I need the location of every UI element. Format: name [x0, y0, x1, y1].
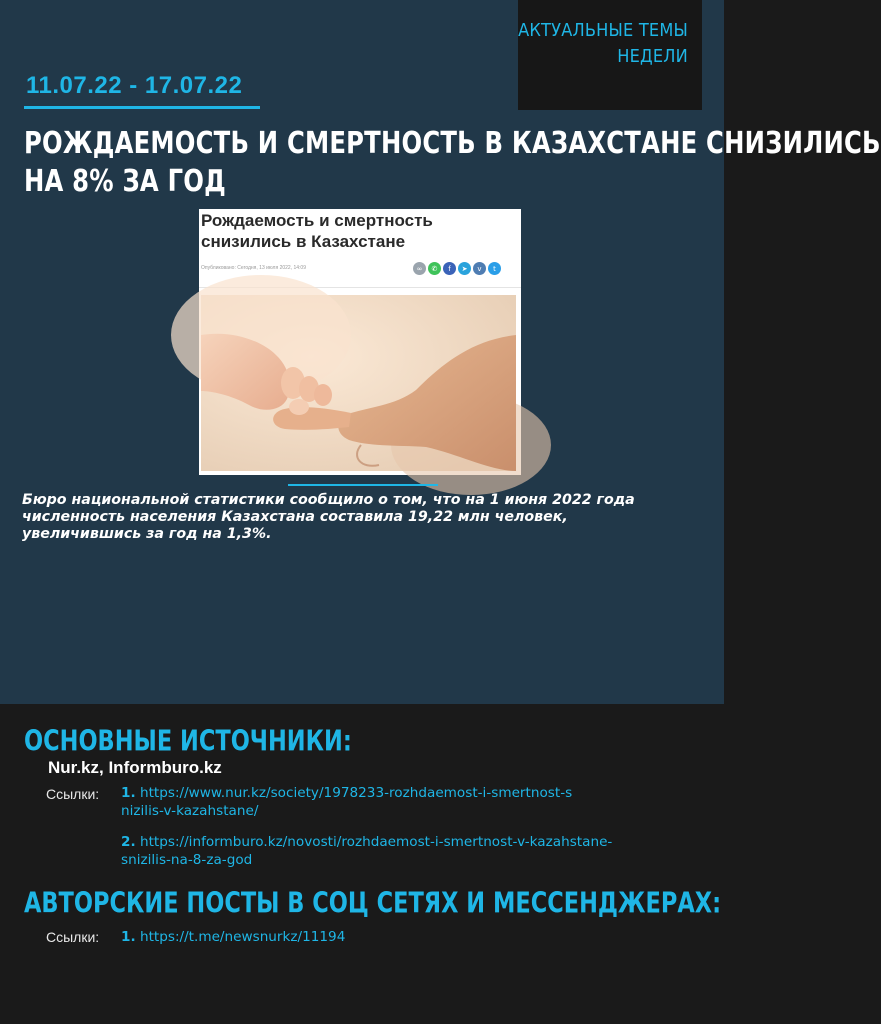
share-icons: [413, 262, 501, 275]
topic-line-2: НЕДЕЛИ: [617, 46, 688, 67]
article-screenshot: [199, 209, 521, 475]
topic-line-1: АКТУАЛЬНЫЕ ТЕМЫ: [518, 20, 688, 41]
section-divider: [288, 484, 438, 486]
telegram-icon[interactable]: ➤: [458, 262, 471, 275]
link-icon[interactable]: ∞: [413, 262, 426, 275]
article-photo: [201, 295, 516, 471]
whatsapp-icon[interactable]: ✆: [428, 262, 441, 275]
headline-line-2: НА 8% ЗА ГОД: [24, 164, 226, 199]
headline-line-1: РОЖДАЕМОСТЬ И СМЕРТНОСТЬ В КАЗАХСТАНЕ СНИЗИЛИСЬ: [24, 126, 881, 161]
source-link-1[interactable]: [121, 785, 572, 801]
source-link-2-number: 2.: [121, 834, 136, 850]
article-title-line-2: снизились в Казахстане: [201, 232, 406, 251]
lead-line-2: численность населения Казахстана составила 19,22 млн человек,: [22, 509, 568, 525]
sources-links-label: Ссылки:: [46, 786, 100, 802]
source-link-1-cont[interactable]: [121, 803, 258, 819]
vk-icon[interactable]: v: [473, 262, 486, 275]
source-link-2[interactable]: [121, 834, 612, 850]
lead-line-1: Бюро национальной статистики сообщило о том, что на 1 июня 2022 года: [22, 492, 635, 508]
twitter-icon[interactable]: t: [488, 262, 501, 275]
source-link-2-url-cont[interactable]: snizilis-na-8-za-god: [121, 852, 253, 868]
baby-hand-photo: [201, 295, 516, 471]
topic-box: [518, 0, 702, 110]
date-underline: [24, 106, 260, 109]
author-posts-heading: АВТОРСКИЕ ПОСТЫ В СОЦ СЕТЯХ И МЕССЕНДЖЕРАХ:: [24, 886, 722, 920]
author-link-1[interactable]: [121, 929, 345, 945]
lead-line-3: увеличившись за год на 1,3%.: [22, 526, 272, 542]
sources-heading: ОСНОВНЫЕ ИСТОЧНИКИ:: [24, 724, 352, 758]
source-link-2-url[interactable]: https://informburo.kz/novosti/rozhdaemost-i-smertnost-v-kazahstane-: [139, 834, 613, 850]
facebook-icon[interactable]: f: [443, 262, 456, 275]
article-meta: Опубликовано: Сегодня, 13 июля 2022, 14:09: [201, 265, 306, 271]
author-link-1-number: 1.: [121, 929, 136, 945]
date-range: 11.07.22 - 17.07.22: [26, 72, 243, 99]
article-title-line-1: Рождаемость и смертность: [201, 211, 433, 230]
source-link-1-url[interactable]: https://www.nur.kz/society/1978233-rozhdaemost-i-smertnost-s: [139, 785, 573, 801]
source-link-1-number: 1.: [121, 785, 136, 801]
source-link-1-url-cont[interactable]: nizilis-v-kazahstane/: [121, 803, 259, 819]
author-links-label: Ссылки:: [46, 929, 100, 945]
source-link-2-cont[interactable]: [121, 852, 252, 868]
sources-names: Nur.kz, Informburo.kz: [48, 758, 222, 777]
author-link-1-url[interactable]: https://t.me/newsnurkz/11194: [139, 929, 346, 945]
